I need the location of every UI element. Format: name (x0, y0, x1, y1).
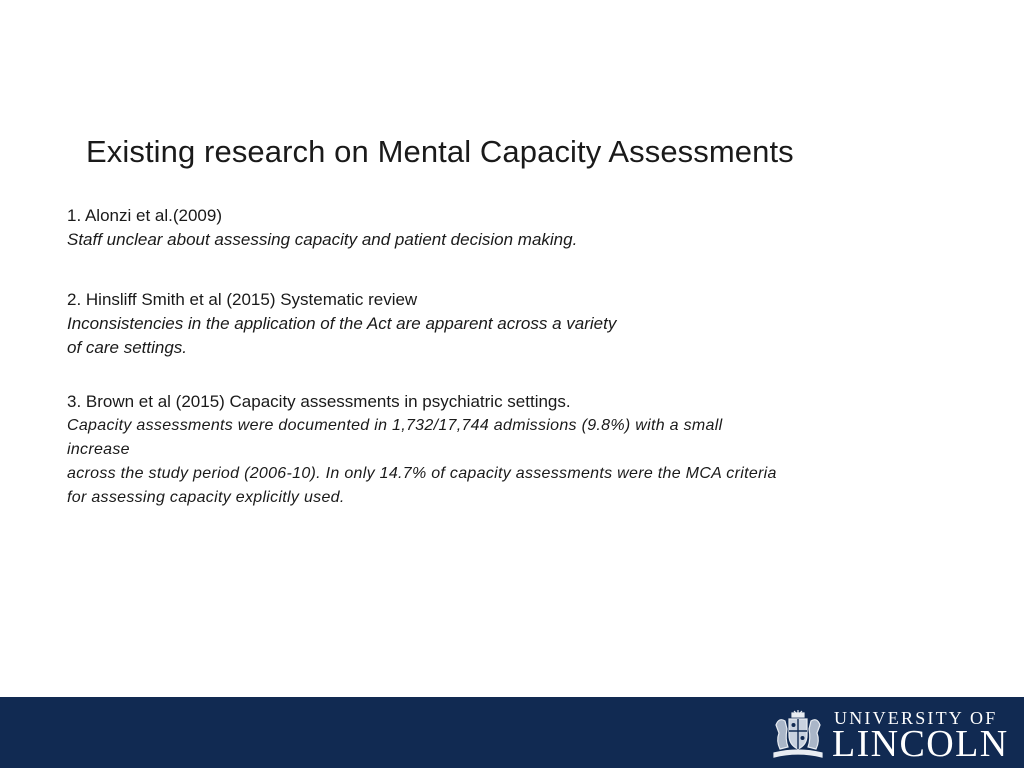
research-item-heading: 3. Brown et al (2015) Capacity assessments in psychiatric settings. (67, 392, 571, 411)
research-item-summary: Staff unclear about assessing capacity and patient decision making. (67, 230, 578, 249)
research-item-1 (67, 204, 967, 252)
footer-bar (0, 697, 1024, 768)
university-logo (770, 707, 1018, 765)
research-item-summary: Inconsistencies in the application of the Act are apparent across a variety (67, 314, 617, 333)
research-item-heading: 1. Alonzi et al.(2009) (67, 206, 222, 225)
slide-body (67, 204, 967, 510)
university-crest-icon (770, 707, 826, 759)
slide-title: Existing research on Mental Capacity Assessments (86, 134, 794, 169)
research-item-summary: for assessing capacity explicitly used. (67, 489, 345, 506)
research-item-3 (67, 390, 967, 510)
research-item-2 (67, 288, 967, 360)
research-item-summary: increase (67, 441, 130, 458)
logo-lincoln: LINCOLN (832, 723, 1009, 765)
research-item-heading: 2. Hinsliff Smith et al (2015) Systematic review (67, 290, 418, 309)
research-item-summary: Capacity assessments were documented in 1,732/17,744 admissions (9.8%) with a small (67, 417, 723, 434)
logo-university-of: UNIVERSITY OF (834, 708, 998, 728)
research-item-summary: of care settings. (67, 338, 188, 357)
research-item-summary: across the study period (2006-10). In only 14.7% of capacity assessments were the MCA criteria (67, 465, 777, 482)
